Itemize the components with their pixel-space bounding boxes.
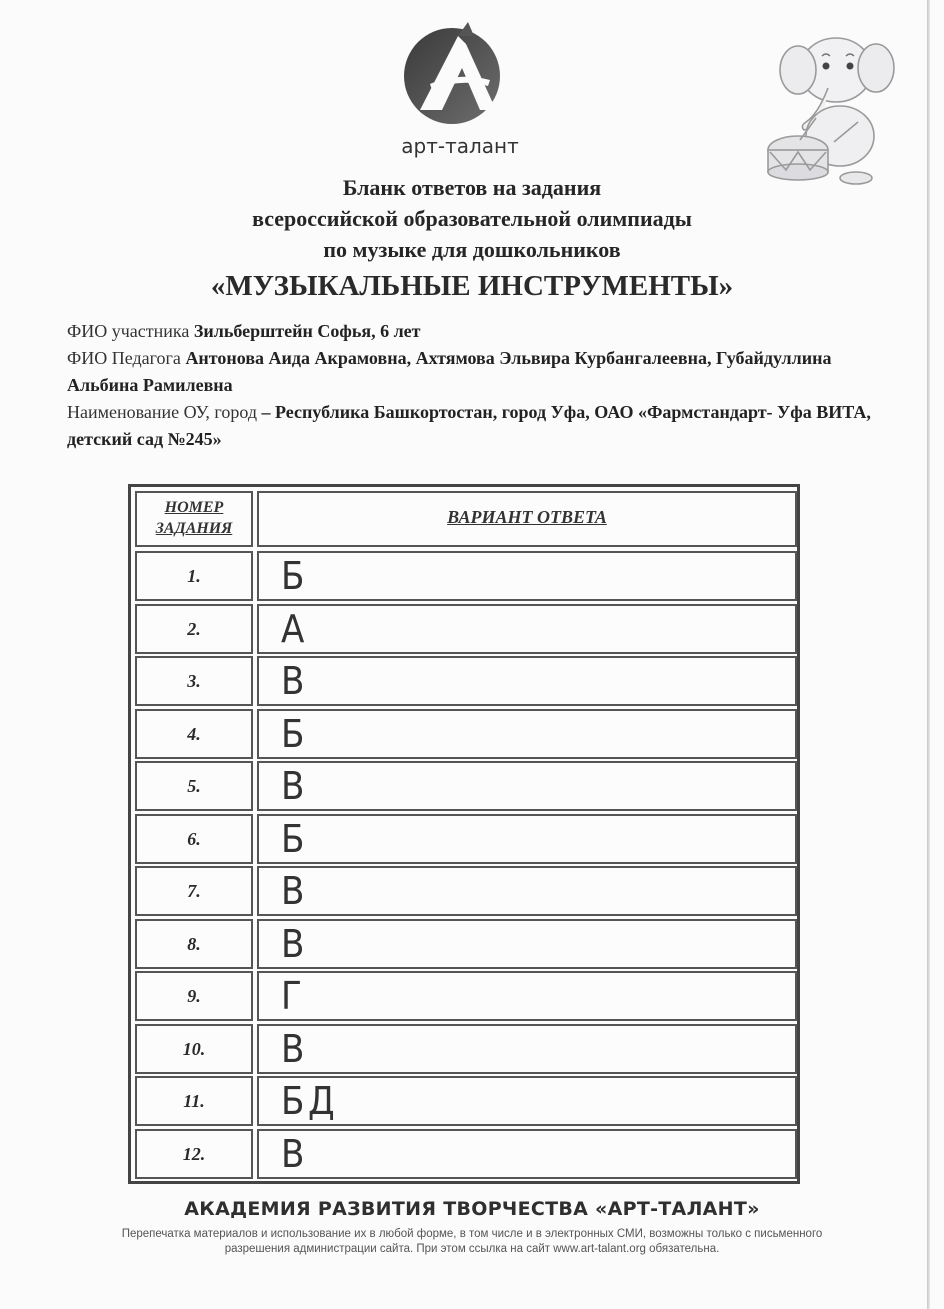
handwritten-answer: В xyxy=(281,764,309,808)
answer-cell xyxy=(257,1076,797,1126)
task-number-cell: 5. xyxy=(135,761,253,811)
task-number-cell: 4. xyxy=(135,709,253,759)
participant-info xyxy=(67,318,887,453)
participant-line xyxy=(67,318,887,345)
handwritten-answer: В xyxy=(281,869,309,913)
answer-cell xyxy=(257,656,797,706)
task-number-cell: 8. xyxy=(135,919,253,969)
answer-cell xyxy=(257,866,797,916)
participant-value: Зильберштейн Софья, 6 лет xyxy=(193,321,421,341)
answer-cell xyxy=(257,551,797,601)
title-block xyxy=(0,172,944,305)
handwritten-answer: Г xyxy=(281,974,306,1018)
answers-table xyxy=(128,484,800,1184)
handwritten-answer: В xyxy=(281,922,309,966)
handwritten-answer: В xyxy=(281,659,309,703)
handwritten-answer: Б xyxy=(281,712,309,756)
title-line-3: по музыке для дошкольников xyxy=(323,237,621,262)
brand-name: арт-талант xyxy=(401,134,519,158)
handwritten-answer: В xyxy=(281,1132,309,1176)
task-number-cell: 1. xyxy=(135,551,253,601)
header-task-number: НОМЕР ЗАДАНИЯ xyxy=(135,491,253,547)
handwritten-answer: БД xyxy=(281,1079,339,1123)
task-number-cell: 10. xyxy=(135,1024,253,1074)
olympiad-title: «МУЗЫКАЛЬНЫЕ ИНСТРУМЕНТЫ» xyxy=(210,270,734,302)
task-number-cell: 12. xyxy=(135,1129,253,1179)
answer-cell xyxy=(257,1129,797,1179)
teacher-value: Антонова Аида Акрамовна, Ахтямова Эльвира Курбангалеевна, Губайдуллина Альбина Рамилевна xyxy=(67,348,832,395)
title-line-1: Бланк ответов на задания xyxy=(342,175,602,200)
answer-cell xyxy=(257,761,797,811)
task-number-cell: 2. xyxy=(135,604,253,654)
elephant-drummer-icon xyxy=(758,18,908,188)
handwritten-answer: Б xyxy=(281,554,309,598)
table-header xyxy=(131,487,797,543)
task-number-cell: 9. xyxy=(135,971,253,1021)
answer-cell xyxy=(257,919,797,969)
task-number-cell: 7. xyxy=(135,866,253,916)
handwritten-answer: Б xyxy=(281,817,309,861)
title-line-2: всероссийской образовательной олимпиады xyxy=(252,206,692,231)
teacher-line xyxy=(67,345,887,399)
answer-cell xyxy=(257,814,797,864)
handwritten-answer: А xyxy=(281,607,308,651)
answer-cell xyxy=(257,971,797,1021)
footer-copyright-note: Перепечатка материалов и использование их в любой форме, в том числе и в электронных СМИ, возможны только с письменного разрешения администрации сайта. При этом ссылка на сайт www.art-talant.org обязательна. xyxy=(121,1228,823,1255)
org-line xyxy=(67,399,887,453)
org-value: – Республика Башкортостан, город Уфа, ОАО «Фармстандарт- Уфа ВИТА, детский сад №245» xyxy=(67,402,871,449)
task-number-cell: 3. xyxy=(135,656,253,706)
org-label: Наименование ОУ, город xyxy=(67,402,258,422)
art-talant-logo xyxy=(400,14,512,132)
teacher-label: ФИО Педагога xyxy=(67,348,181,368)
handwritten-answer: В xyxy=(281,1027,309,1071)
header-answer-variant: ВАРИАНТ ОТВЕТА xyxy=(257,491,797,547)
answer-cell xyxy=(257,604,797,654)
answer-cell xyxy=(257,1024,797,1074)
task-number-cell: 11. xyxy=(135,1076,253,1126)
participant-label: ФИО участника xyxy=(67,321,190,341)
footer-title: АКАДЕМИЯ РАЗВИТИЯ ТВОРЧЕСТВА «АРТ-ТАЛАНТ» xyxy=(184,1198,760,1220)
task-number-cell: 6. xyxy=(135,814,253,864)
answer-cell xyxy=(257,709,797,759)
